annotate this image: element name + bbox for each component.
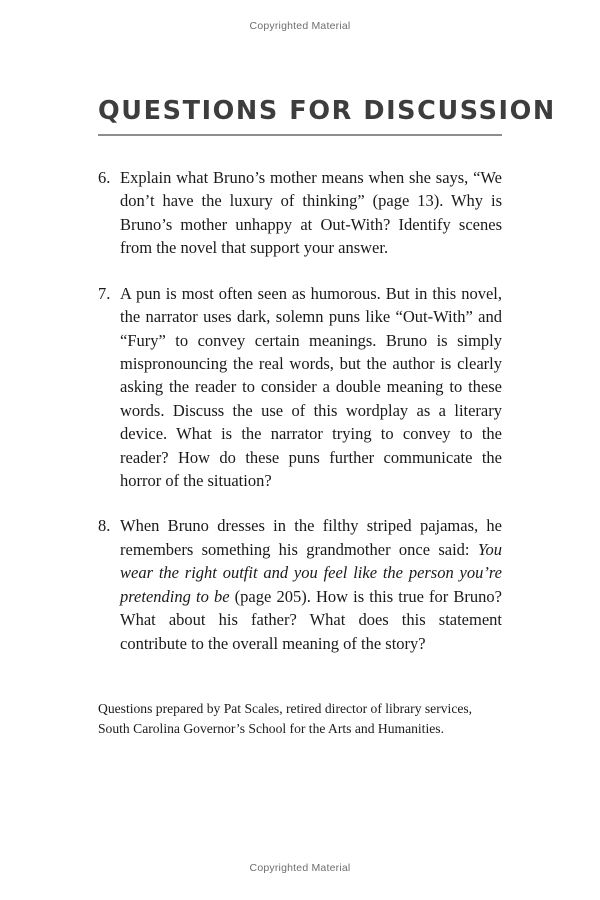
list-item <box>98 514 502 655</box>
copyright-watermark-bottom: Copyrighted Material <box>249 862 351 874</box>
question-quote-italic: You wear the right outfit and you feel like the person you’re pretending to be <box>120 539 502 606</box>
question-text-segment: Explain what Bruno’s mother means when she says, “We don’t have the luxury of thinking” (page 13). Why is Bruno’s mother unhappy at Out-With? Identify scenes from the novel that support your answer. <box>120 168 502 258</box>
copyright-watermark-top: Copyrighted Material <box>249 20 351 32</box>
question-text-segment: (page 205). How is this true for Bruno? What about his father? What does this statement contribute to the overall meaning of the story? <box>120 586 502 653</box>
questions-list <box>98 166 502 655</box>
title-divider <box>98 134 502 136</box>
question-number: 8. <box>98 516 111 536</box>
list-item <box>98 282 502 493</box>
question-number: 7. <box>98 283 111 303</box>
question-text <box>120 282 502 493</box>
question-text-segment: A pun is most often seen as humorous. But in this novel, the narrator uses dark, solemn puns like “Out-With” and “Fury” to convey certain meanings. Bruno is simply mispronouncing the real words, but the author is clearly asking the reader to consider a double meaning to these words. Discuss the use of this wordplay as a literary device. What is the narrator trying to convey to the reader? How do these puns further communicate the horror of the situation? <box>120 283 502 491</box>
list-item <box>98 166 502 260</box>
page-content <box>98 96 556 753</box>
page-title: QUESTIONS FOR DISCUSSION <box>98 96 556 126</box>
question-text <box>120 514 502 655</box>
question-number: 6. <box>98 168 111 187</box>
question-text <box>120 166 502 260</box>
credits-note: Questions prepared by Pat Scales, retired director of library services, South Carolina Governor’s School for the Arts and Humanities. <box>98 701 473 737</box>
question-text-segment: When Bruno dresses in the filthy striped pajamas, he remembers something his grandmother once said: <box>120 516 502 559</box>
